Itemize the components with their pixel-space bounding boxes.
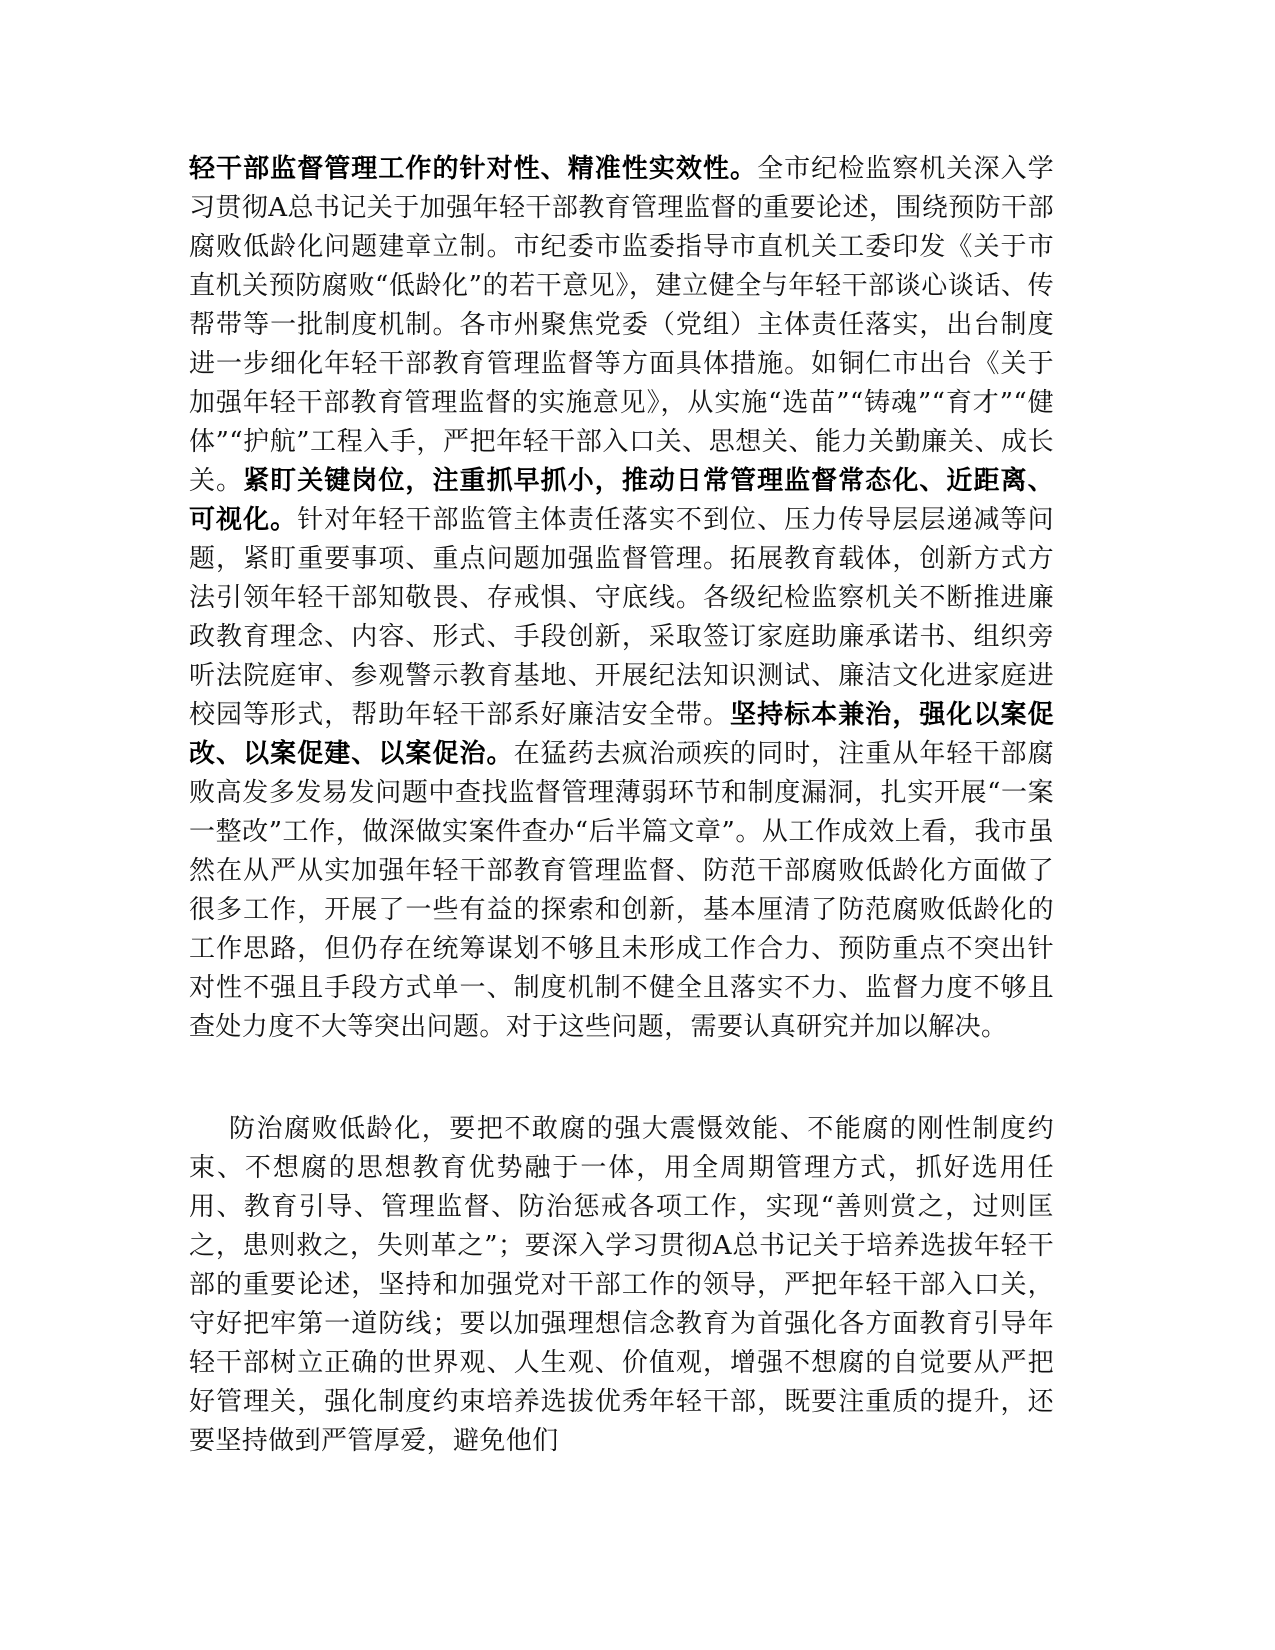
bold-heading-root-and-symptom: 坚持标本兼治，强化以案促改、以案促建、以案促治。 xyxy=(189,700,1054,769)
paragraph-body-text: 针对年轻干部监管主体责任落实不到位、压力传导层层递减等问题，紧盯重要事项、重点问题加强监督管理。拓展教育载体，创新方式方法引领年轻干部知敬畏、存戒惧、守底线。各级纪检监察机关不断推进廉政教育理念、内容、形式、手段创新，采取签订家庭助廉承诺书、组织旁听法院庭审、参观警示教育基地、开展纪法知识测试、廉洁文化进家庭进校园等形式，帮助年轻干部系好廉洁安全带。 xyxy=(189,505,1055,730)
bold-heading-work-targeting: 轻干部监督管理工作的针对性、精准性实效性。 xyxy=(189,154,758,184)
paragraph-body-text: 在猛药去疯治顽疾的同时，注重从年轻干部腐败高发多发易发问题中查找监督管理薄弱环节和制度漏洞，扎实开展“一案一整改”工作，做深做实案件查办“后半篇文章”。从工作成效上看，我市虽然在从严从实加强年轻干部教育管理监督、防范干部腐败低龄化方面做了很多工作，开展了一些有益的探索和创新，基本厘清了防范腐败低龄化的工作思路，但仍存在统筹谋划不够且未形成工作合力、预防重点不突出针对性不强且手段方式单一、制度机制不健全且落实不力、监督力度不够且查处力度不大等突出问题。对于这些问题，需要认真研究并加以解决。 xyxy=(189,739,1054,1042)
paragraph-text: 防治腐败低龄化，要把不敢腐的强大震慑效能、不能腐的刚性制度约束、不想腐的思想教育优势融于一体，用全周期管理方式，抓好选用任用、教育引导、管理监督、防治惩戒各项工作，实现“善则赏之，过则匡之，患则救之，失则革之”；要深入学习贯彻A总书记关于培养选拔年轻干部的重要论述，坚持和加强党对干部工作的领导，严把年轻干部入口关，守好把牢第一道防线；要以加强理想信念教育为首强化各方面教育引导年轻干部树立正确的世界观、人生观、价值观，增强不想腐的自觉要从严把好管理关，强化制度约束培养选拔优秀年轻干部，既要注重质的提升，还要坚持做到严管厚爱，避免他们 xyxy=(189,1114,1054,1456)
paragraph-text xyxy=(189,150,1054,1047)
paragraph-body-text: 全市纪检监察机关深入学习贯彻A总书记关于加强年轻干部教育管理监督的重要论述，围绕预防干部腐败低龄化问题建章立制。市纪委市监委指导市直机关工委印发《关于市直机关预防腐败“低龄化”的若干意见》，建立健全与年轻干部谈心谈话、传帮带等一批制度机制。各市州聚焦党委（党组）主体责任落实，出台制度进一步细化年轻干部教育管理监督等方面具体措施。如铜仁市出台《关于加强年轻干部教育管理监督的实施意见》，从实施“选苗”“铸魂”“育才”“健体”“护航”工程入手，严把年轻干部入口关、思想关、能力关勤廉关、成长关。 xyxy=(189,154,1054,496)
body-paragraph-1 xyxy=(189,150,1054,1047)
body-paragraph-2 xyxy=(189,1110,1054,1461)
bold-heading-key-posts: 紧盯关键岗位，注重抓早抓小，推动日常管理监督常态化、近距离、可视化。 xyxy=(189,466,1054,535)
